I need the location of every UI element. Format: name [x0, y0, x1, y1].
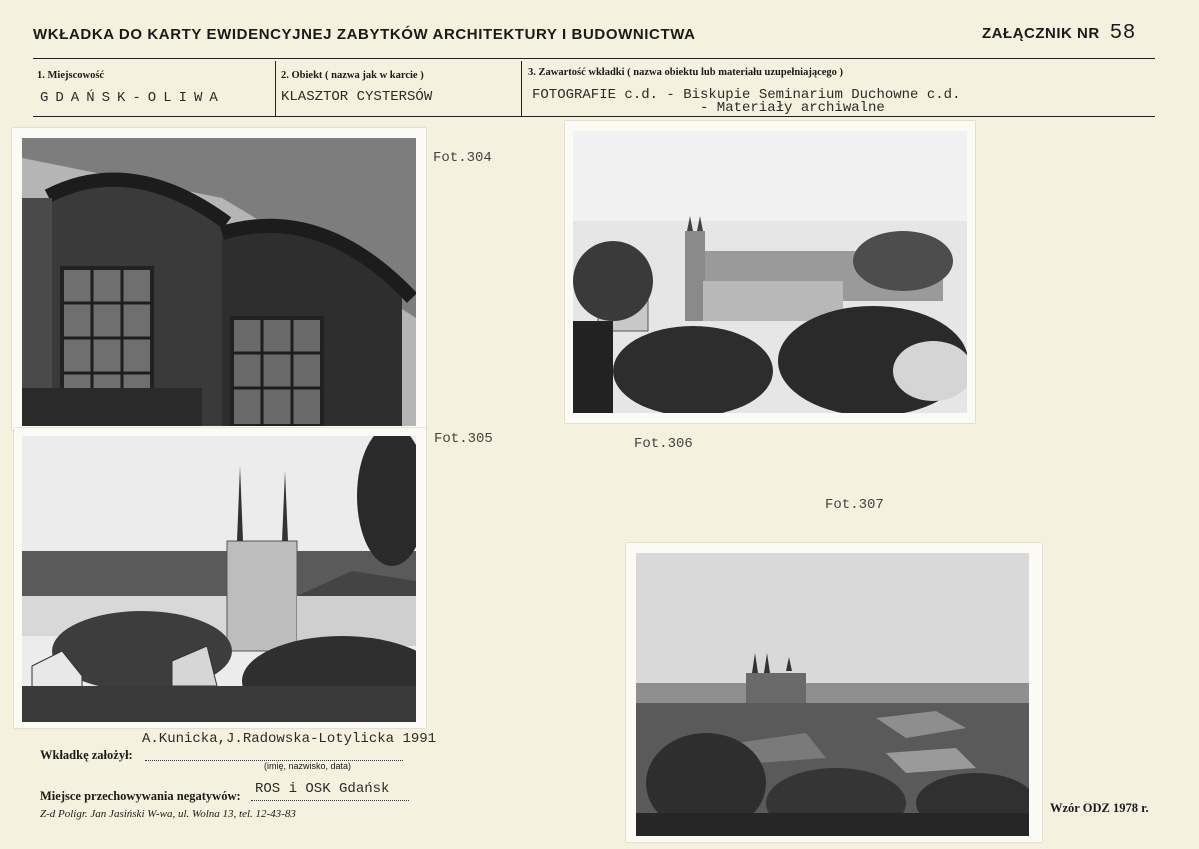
- photo-306-image: [573, 131, 967, 413]
- created-by-hint: (imię, nazwisko, data): [264, 761, 352, 771]
- caption-307: Fot.307: [825, 497, 884, 513]
- negatives-value: ROS i OSK Gdańsk: [255, 781, 390, 797]
- object-value: KLASZTOR CYSTERSÓW: [281, 89, 433, 105]
- photo-304: [12, 128, 426, 430]
- object-label: 2. Obiekt ( nazwa jak w karcie ): [281, 70, 424, 81]
- caption-305: Fot.305: [434, 431, 493, 447]
- photo-305: [14, 428, 426, 728]
- caption-306: Fot.306: [634, 436, 693, 452]
- created-by-label: Wkładkę założył:: [40, 748, 133, 762]
- contents-label: 3. Zawartość wkładki ( nazwa obiektu lub materiału uzupełniającego ): [528, 67, 844, 78]
- locality-value: GDAŃSK-OLIWA: [40, 90, 225, 106]
- divider-2: [521, 61, 522, 116]
- negatives-line: [251, 800, 409, 801]
- photo-307: [626, 543, 1042, 842]
- printer-info: Z-d Poligr. Jan Jasiński W-wa, ul. Wolna 13, tel. 12-43-83: [40, 808, 296, 820]
- annex-number: 58: [1109, 22, 1136, 45]
- created-by-value: A.Kunicka,J.Radowska-Lotylicka 1991: [142, 731, 437, 747]
- caption-304: Fot.304: [433, 150, 492, 166]
- photo-307-image: [636, 553, 1029, 836]
- bottom-rule: [33, 116, 1155, 117]
- photo-306: [565, 121, 975, 423]
- annex-label: [982, 22, 1136, 45]
- card-title: WKŁADKA DO KARTY EWIDENCYJNEJ ZABYTKÓW ARCHITEKTURY I BUDOWNICTWA: [33, 26, 696, 43]
- locality-label: 1. Miejscowość: [37, 70, 105, 81]
- top-rule: [33, 58, 1155, 59]
- negatives-label: Miejsce przechowywania negatywów:: [40, 789, 241, 803]
- divider-1: [275, 61, 276, 116]
- contents-value-2: - Materiały archiwalne: [700, 100, 885, 116]
- annex-label-text: ZAŁĄCZNIK NR: [982, 25, 1100, 42]
- photo-304-image: [22, 138, 416, 426]
- form-model: Wzór ODZ 1978 r.: [1050, 801, 1149, 815]
- photo-305-image: [22, 436, 416, 722]
- contents-value-1: FOTOGRAFIE c.d. - Biskupie Seminarium Duchowne c.d.: [532, 87, 961, 103]
